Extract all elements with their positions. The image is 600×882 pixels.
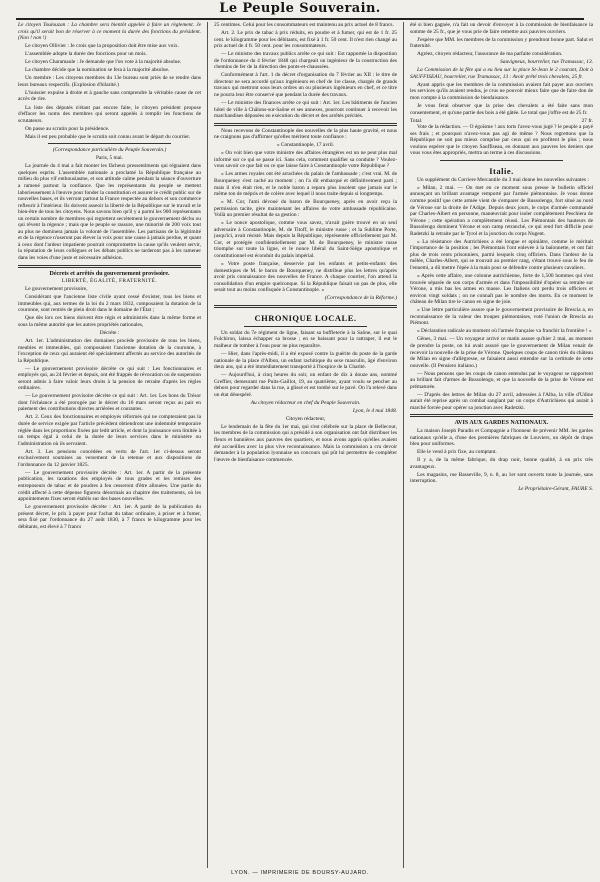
paragraph: « Milan, 2 mai. — On met en ce moment sous presse le bulletin officiel annonçant un brillant avantage remporté par l'armée piémontaise. Je vous donne comme positif que cette armée vient de s'emparer de Bussolengo, fort situé au nord de Vérone sur la droite de l'Adige. Depuis deux jours, le corps d'armée commandé par Charles-Albert en personne, manœuvrait pour isoler complètement Peschiera de Vérone ; cette opération a complètement réussi. Les Piémontais des hauteurs de Bussolengo dominent Vérone et son camp retranché, ce qui rend fort difficile pour Radetzki la retraite par le Tyrol et la jonction du corps Nugent. bbox=[410, 184, 593, 237]
letter-heading: Au citoyen rédacteur en chef du Peuple Souverain. bbox=[250, 399, 361, 406]
paragraph: La liste des députés n'étant pas encore faite, le citoyen président propose d'effacer les noms des membres qui seront appelés à remplir les fonctions de scrutateurs. bbox=[18, 104, 201, 124]
article-paragraph: La journée du 4 mai a fait monter les fâcheux pressentiments qui régnaient dans quelques esprits. L'assemblée nationale a proclamé la République française au milieu du plus vif enthousiasme, et son attitude calme pendant la séance d'ouverture a ramené partout la confiance. Que les représentants du peuple se mettent laborieusement à l'œuvre pour fonder la constitution et assurer le crédit public sur de nouvelles bases, et ils verront partout la France respectée au dehors et son commerce refleurir à l'intérieur. Ils doivent asseoir la liberté de la République sur le travail et le bien-être de tous les citoyens. Nous savons bien qu'il y a parmi les 900 représentants un certain nombre de membres qui regrettent secrètement le gouvernement déchu ou qui rêvent la régence ; mais que le peuple se rassure, une minorité de 200 voix tout au plus ne dominera jamais la volonté de l'assemblée. Les partisans de la légitimité et de la régence n'oseront pas élever la voix pour une cause à jamais perdue, et quant à ceux dont l'ardeur impatiente pourrait compromettre la cause qu'ils veulent servir, la réputation de leurs collègues et les débats publics ne tarderont pas à les ramener dans les voies d'une juste et nécessaire adhésion. bbox=[18, 163, 201, 261]
paragraph: « On voit bien que votre ministre des affaires étrangères est un ne peut plus mal informé sur ce qui se passe ici. Sans cela, comment qualifier sa conduite ? Voulez-vous savoir ce que fait ou ce que laisse faire à Constantinople votre République ? bbox=[214, 150, 397, 170]
paragraph: « Le nonce apostolique, comme vous savez, n'avait guère trouvé en un seul adversaire à Constantinople, M. de Titoff, le ministre russe ; et la Sublime Porte, jusqu'ici, avait résisté. Mais depuis la République, réprésentée officiellement par M. Cor, et protégée confidentiellement par M. de Bourqueney, le ministre russe triomphe sur toute la ligne, et le nonce libéral du Saint-Siège apostolique et constitutionnel est éconduit du palais impérial. bbox=[214, 220, 397, 259]
paragraph: — Hier, dans l'après-midi, il a été exposé contre la guérite du poste de la garde nationale de la place d'Albon, un enfant rachitique du sexe masculin, âgé d'environ deux ans, qui a été immédiatement transporté à l'hospice de la Charité. bbox=[214, 350, 397, 371]
column-2 bbox=[214, 22, 397, 868]
divider bbox=[214, 123, 397, 126]
paragraph: — Le ministre des travaux publics arrête ce qui suit : Est rapportée la disposition de l'ordonnance du 4 février 1848 qui chargeait un ingénieur de la construction des chemins de fer de la direction des ponts-et-chaussées. bbox=[214, 51, 397, 71]
decree-paragraph: Décrète : bbox=[99, 329, 120, 336]
page-columns bbox=[18, 22, 593, 868]
dateline: « Constantinople, 17 avril. bbox=[276, 142, 335, 149]
paragraph: Nous recevons de Constantinople des nouvelles de la plus haute gravité, et nous ne craignons pas d'affirmer qu'elles méritent toute confiance : bbox=[214, 127, 397, 141]
decree-paragraph: Le gouvernement provisoire décrète : Art. 1er. A partir de la publication du présent décret, le prix à payer pour l'achat du tabac ordinaire, à priser et à fumer, sera fixé par l'ordonnance du 27 août 1830, à 7 francs le kilogramme pour les débitants, est élevé à 7 francs bbox=[18, 504, 201, 530]
paragraph: été si bien gagnée, n'a fait un devoir d'envoyer à la commission de bienfaisance la somme de 25 fr., que je vous prie de faire remettre aux pauvres ouvriers. bbox=[410, 22, 593, 35]
paragraph: Vote de la rédaction. — O égoïsme ! aux torts l'avez-vous jugé ? le peuple a payé ses frais ; et pourquoi n'avez-vous pas agi de même ? Nous regrettons que la République ne soit pas mieux comprise par ceux qui en profitent le plus ; nous voulons espérer que le citoyen Sauffiseau, en donnant aux pauvres les deniers que vous vous êtes appropriés, mettra un terme à ces discussions. bbox=[410, 124, 593, 157]
paragraph: Un soldat du 7e régiment de ligne, faisant sa buffleterie à la Saône, sur le quai Fulchiron, laissa échapper sa brosse ; en se baissant pour la rattraper, il eut le malheur de tomber à l'eau pour ne plus reparaître. bbox=[214, 329, 397, 349]
paragraph: La chambre décide que la nomination se fera à la majorité absolue. bbox=[25, 67, 170, 74]
paragraph: On passe au scrutin pour la présidence. bbox=[25, 125, 110, 132]
decree-paragraph: — Le gouvernement provisoire décrète ce qui suit : Art. 1er. Les bons du Trésor dont l'échéance a été prorogée par le décret du 16 mars seront reçus au pair en paiement des contributions directes arriérées et courantes. bbox=[18, 393, 201, 413]
paragraph: Le citoyen Charamaule : Je demande que l'on vote à la majorité absolue. bbox=[25, 59, 182, 66]
divider bbox=[244, 326, 367, 327]
section-heading-local: CHRONIQUE LOCALE. bbox=[254, 312, 357, 323]
paragraph: Le lendemain de la fête du 1er mai, qui s'est célébrée sur la place de Bellecour, les membres de la commission qui a présidé à son organisation ont fait distribuer les fleurs et bannières aux pauvres des quartiers, et nous avons appris qu'elles avaient été accueillies avec la plus vive reconnaissance. Mais la commission a cru devoir demander à la population lyonnaise un concours qui pût lui permettre de compléter l'œuvre de bienfaisance commencée. bbox=[214, 423, 397, 463]
column-rule bbox=[403, 22, 404, 868]
letter-date: Lyon, le 4 mai 1848. bbox=[352, 407, 397, 414]
paragraph: Ayant appris que les membres de la commission avaient fait payer aux ouvriers les services qu'ils avaient rendus, je crus ne pouvoir mieux faire que de faire don de mon compte à la commission de bienfaisance. bbox=[410, 81, 593, 101]
paragraph: — Aujourd'hui, à cinq heures du soir, un enfant de dix à douze ans, nommé Greffier, demeurant rue Puits-Gaillot, 19, au quatrième, ayant voulu se pencher au dehors pour regarder dans la rue, a glissé et est tombé sur le pavé. On l'a relevé dans un état désespéré. bbox=[214, 372, 397, 398]
dateline: Paris, 5 mai. bbox=[96, 155, 123, 162]
paragraph: Art. 2. Le prix de tabac à prix réduits, en poudre et à fumer, qui est de 1 fr. 25 cent. le kilogramme pour les débitants, est fixé à 1 fr. 50 cent. Il n'est rien changé au prix actuel de 4 fr. 50 cent. pour les consommateurs. bbox=[214, 30, 397, 50]
newspaper-masthead: Le Peuple Souverain. bbox=[16, 0, 584, 20]
total-label: Total. bbox=[410, 117, 423, 124]
decree-paragraph: Considérant que l'ancienne liste civile ayant cessé d'exister, tous les biens et immeubles qui, aux termes de la loi du 2 mars 1832, composaient la dotation de la couronne, sont rentrés de plein droit dans le domaine de l'État ; bbox=[18, 294, 201, 314]
paragraph: « Les armes royales ont été arrachées du palais de l'ambassade ; c'est vrai. M. de Bourqueney s'est caché au moment ; on l'a dit embarqué et définitivement parti ; mais il n'en était rien, et le noble baron a reparu plus insolent que jamais sur le même ton de mépris et de colère avec lequel il nous traite depuis si longtemps. bbox=[214, 171, 397, 198]
paragraph: « M. Cor, l'ami dévoué du baron de Bourqueney, après en avoir reçu la permission tacite, gère maintenant les affaires de votre ambassade républicaine. Voilà un premier résultat de sa gestion : bbox=[214, 199, 397, 219]
paragraph: « Une lettre particulière assure que le gouvernement provisoire de Brescia a, en reconnaissance de la valeur des troupes piémontaises, voté l'union de Brescia au Piémont. bbox=[410, 307, 593, 327]
divider bbox=[48, 143, 171, 144]
paragraph: Les magasins, rue Basseville, 9, n. 8, au 1er sont ouverts toute la journée, sans interruption. bbox=[410, 471, 593, 485]
paragraph: « La résistance des Autrichiens a été longue et opiniâtre, comme le méritait l'importance de la position ; les Piémontais l'ont enlevée à la baïonnette, et ont fait plus de trois cents prisonniers, parmi lesquels cinq officiers. Dans l'ardeur de la mêlée, Charles-Albert, qui se trouvait au premier rang, s'étant trouvé sous le feu de l'ennemi, a dû mettre l'épée à la main pour se défendre contre plusieurs cavaliers. bbox=[410, 238, 593, 271]
paragraph: Mais il est peu probable que le scrutin soit connu avant le départ du courrier. bbox=[25, 133, 191, 140]
paragraph: Il y a, de la même fabrique, du drap noir, bonne qualité, à un prix très avantageux. bbox=[410, 457, 593, 470]
letter-salutation: Citoyen rédacteur, bbox=[285, 415, 326, 422]
paragraph: Le citoyen Ollivier : Je crois que la proposition doit être mise aux voix. bbox=[25, 43, 179, 50]
paragraph: « Déclaration radicale au moment où l'armée française va franchir la frontière ! » bbox=[417, 328, 592, 335]
decree-paragraph: Art. 1er. L'administration des domaines procède provisoire de tous les biens, meubles et immeubles, qui composaient l'ancienne dotation de la couronne, à l'exception de ceux qui auraient été spécialement affectés au service des autorités de la République. bbox=[18, 337, 201, 364]
paragraph: Un supplément du Corriere Mercantile du 3 mai donne les nouvelles suivantes : bbox=[417, 176, 589, 183]
decree-paragraph: Que dès lors ces biens doivent être régis et administrés dans la même forme et sous la même autorité que les autres propriétés nationales, bbox=[18, 315, 201, 328]
paragraph: — Le ministre des finances arrête ce qui suit : Art. 1er. Les bâtiments de l'ancien hôtel de ville à Châlons-sur-Saône et ses annexes, pourront continuer à recevoir les marchandises déposées en exécution du décret et des arrêtés précités. bbox=[214, 100, 397, 120]
section-heading-decrees: Décrets et arrêtés du gouvernement provisoire. bbox=[49, 270, 170, 277]
paragraph: L'huissier expulse à droite et à gauche sans comprendre la véritable cause de cet accès de rire. bbox=[18, 89, 201, 103]
paragraph: — D'après des lettres de Milan du 27 avril, adressées à l'Alba, la ville d'Udine aurait été reprise après un combat sanglant par un corps d'Autrichiens qui aurait à marché forcée pour opérer sa jonction avec Radetzki. bbox=[410, 391, 593, 411]
paragraph: « Après cette affaire, une colonne autrichienne, forte de 1,500 hommes qui s'est trouvée séparée de son corps d'armée et dans l'impossibilité d'opérer sa retraite sur Vérone, a mis bas les armes en masse. Les Italiens ont perdu trois officiers et environ vingt soldats ; on ne connaît pas le nombre des morts. En ce moment le château de Milan tire le canon en signe de joie. bbox=[410, 273, 593, 306]
correspondent-header: (Correspondance particulière du Peuple Souverain.) bbox=[52, 147, 167, 154]
decree-paragraph: — Le gouvernement provisoire décrète ce qui suit : Les fonctionnaires et employés qui, au 24 février et depuis, ont été frappés de révocation ou de suspension seront admis à faire valoir leurs droits à la pension de retraite d'après les règles ordinaires. bbox=[18, 365, 201, 392]
paragraph: Un membre : Les citoyens membres du 13e bureau sont priés de se rendre dans leurs bureaux respectifs. (Explosion d'hilarité.) bbox=[18, 75, 201, 88]
paragraph: 25 centimes. Celui pour les consommateurs est maintenu au prix actuel de 8 francs. bbox=[214, 22, 394, 28]
divider bbox=[214, 305, 397, 308]
decree-paragraph: Le gouvernement provisoire, bbox=[25, 286, 88, 293]
signature: Sauvigneux, bourrelier, rue Tramassac, 13. bbox=[500, 59, 593, 66]
paragraph: La Commission de la fête qui a eu lieu sur la place St-Jean le 2 courant, Doit à SAUFFISEAU, bourrelier, rue Tramassac, 13 : Avoir prêté trois chevalets, 25 fr. bbox=[410, 67, 593, 80]
paragraph: — Nous pensons que les coups de canon entendus par le voyageur se rapportent au brillant fait d'armes de Bussolengo, et que la nouvelle de la prise de Vérone est prématurée. bbox=[410, 370, 593, 390]
column-1 bbox=[18, 22, 201, 868]
paragraph: La maison Joseph Paradis et Compagnie a l'honneur de prévenir MM. les gardes nationaux qu'elle a, d'une des premières fabriques de Louviers, un dépôt de draps bleu pour uniformes. bbox=[410, 428, 593, 448]
motto: LIBERTÉ, ÉGALITÉ, FRATERNITÉ. bbox=[61, 278, 158, 285]
paragraph: Elle le vend à prix fixe, au comptant. bbox=[417, 449, 497, 456]
printer-imprint: LYON. — IMPRIMERIE DE BOURSY-AUJARD. bbox=[231, 870, 369, 876]
divider bbox=[440, 160, 563, 161]
paragraph: Je vous ferai observer que la prise des chevalets a été faite sans mon consentement, et qu'une partie des bois a été gâtée. Le total que j'offre est de 25 fr. bbox=[410, 103, 593, 116]
decree-paragraph: Art. 3. Les pensions concédées en vertu de l'art. 1er ci-dessus seront exclusivement soumises au versement de la retenue et aux dispositions de l'ordonnance du 12 janvier 1825. bbox=[18, 448, 201, 468]
section-heading-italy: Italie. bbox=[489, 165, 514, 176]
total-value: 27 fr. bbox=[581, 117, 593, 124]
paragraph: Conformément à l'art. 1 du décret d'organisation du 7 février au XII : le titre de directeur ne sera accordé qu'aux ingénieurs en chef de 1re classe, chargés de grands travaux qui mettront sous leurs ordres un ou plusieurs ingénieurs en chef, et ce titre ne pourra leur être conservé que pendant la durée des travaux. bbox=[214, 72, 397, 98]
divider bbox=[18, 265, 201, 268]
paragraph: J'espère que MM. les membres de la commission y prendront bonne part. Salut et fraternité. bbox=[410, 36, 593, 50]
publisher-signature: Le Propriétaire-Gérant, FAURE S. bbox=[518, 486, 593, 493]
paragraph: Gênes, 3 mai. — Un voyageur arrivé ce matin assure qu'hier 2 mai, au moment de prendre la poste, on lui avait assuré que le gouvernement de Milan venait de recevoir la nouvelle de la prise de Vérone. Quelques coups de canon tirés du château de Milan en signe d'allégresse, se faisaient aussi entendre sur la certitude de cette nouvelle. (Il Pensiero italiano.) bbox=[410, 336, 593, 369]
divider bbox=[410, 414, 593, 417]
paragraph: Le citoyen Toulouzan : La chambre sera bientôt appelée à faire un règlement. Je crois qu'il serait bon de réserver à ce moment la durée des fonctions du président. (Non ! non !) bbox=[18, 22, 201, 42]
paragraph: Agréez, citoyen rédacteur, l'assurance de ma parfaite considération. bbox=[417, 51, 563, 58]
decree-paragraph: — Le gouvernement provisoire décrète : Art. 1er. A partir de la présente publication, les taxations des employés de tous grades et les remises des entreposeurs de tabac et de poudres à feu cesseront d'être allouées. Une partie du crédit affecté à cette dépense figurera désormais au chapitre des traitements, où les appointements fixes seront établis sur des bases nouvelles. bbox=[18, 469, 201, 503]
source-attribution: (Correspondance de la Réforme.) bbox=[324, 295, 397, 302]
column-rule bbox=[207, 22, 208, 868]
decree-paragraph: Art. 2. Ceux des fonctionnaires et employés réformés qui ne compteraient pas la durée de service exigée par l'article précédent obtiendront une indemnité temporaire réglée dans les proportions fixées par ledit article, et dont la jouissance sera limitée à un temps égal à celui de la durée de leurs services dans le ministère ou l'administration où ils servaient. bbox=[18, 414, 201, 447]
advert-heading: AVIS AUX GARDES NATIONAUX. bbox=[454, 420, 549, 427]
paragraph: « Votre poste française, desservie par les enfants et petits-enfants des domestiques de M. le baron de Bourqueney, ne distribue plus les lettres qu'après avoir pris connaissance des nouvelles de France. A chaque courrier, l'on attend la consolidation d'un empire quelconque. Si la République faisait un pas de plus, elle serait tout au moins confisquée à Constantinople. » bbox=[214, 261, 397, 294]
column-3 bbox=[410, 22, 593, 868]
paragraph: L'assemblée adopte la durée des fonctions pour un mois. bbox=[25, 51, 147, 58]
